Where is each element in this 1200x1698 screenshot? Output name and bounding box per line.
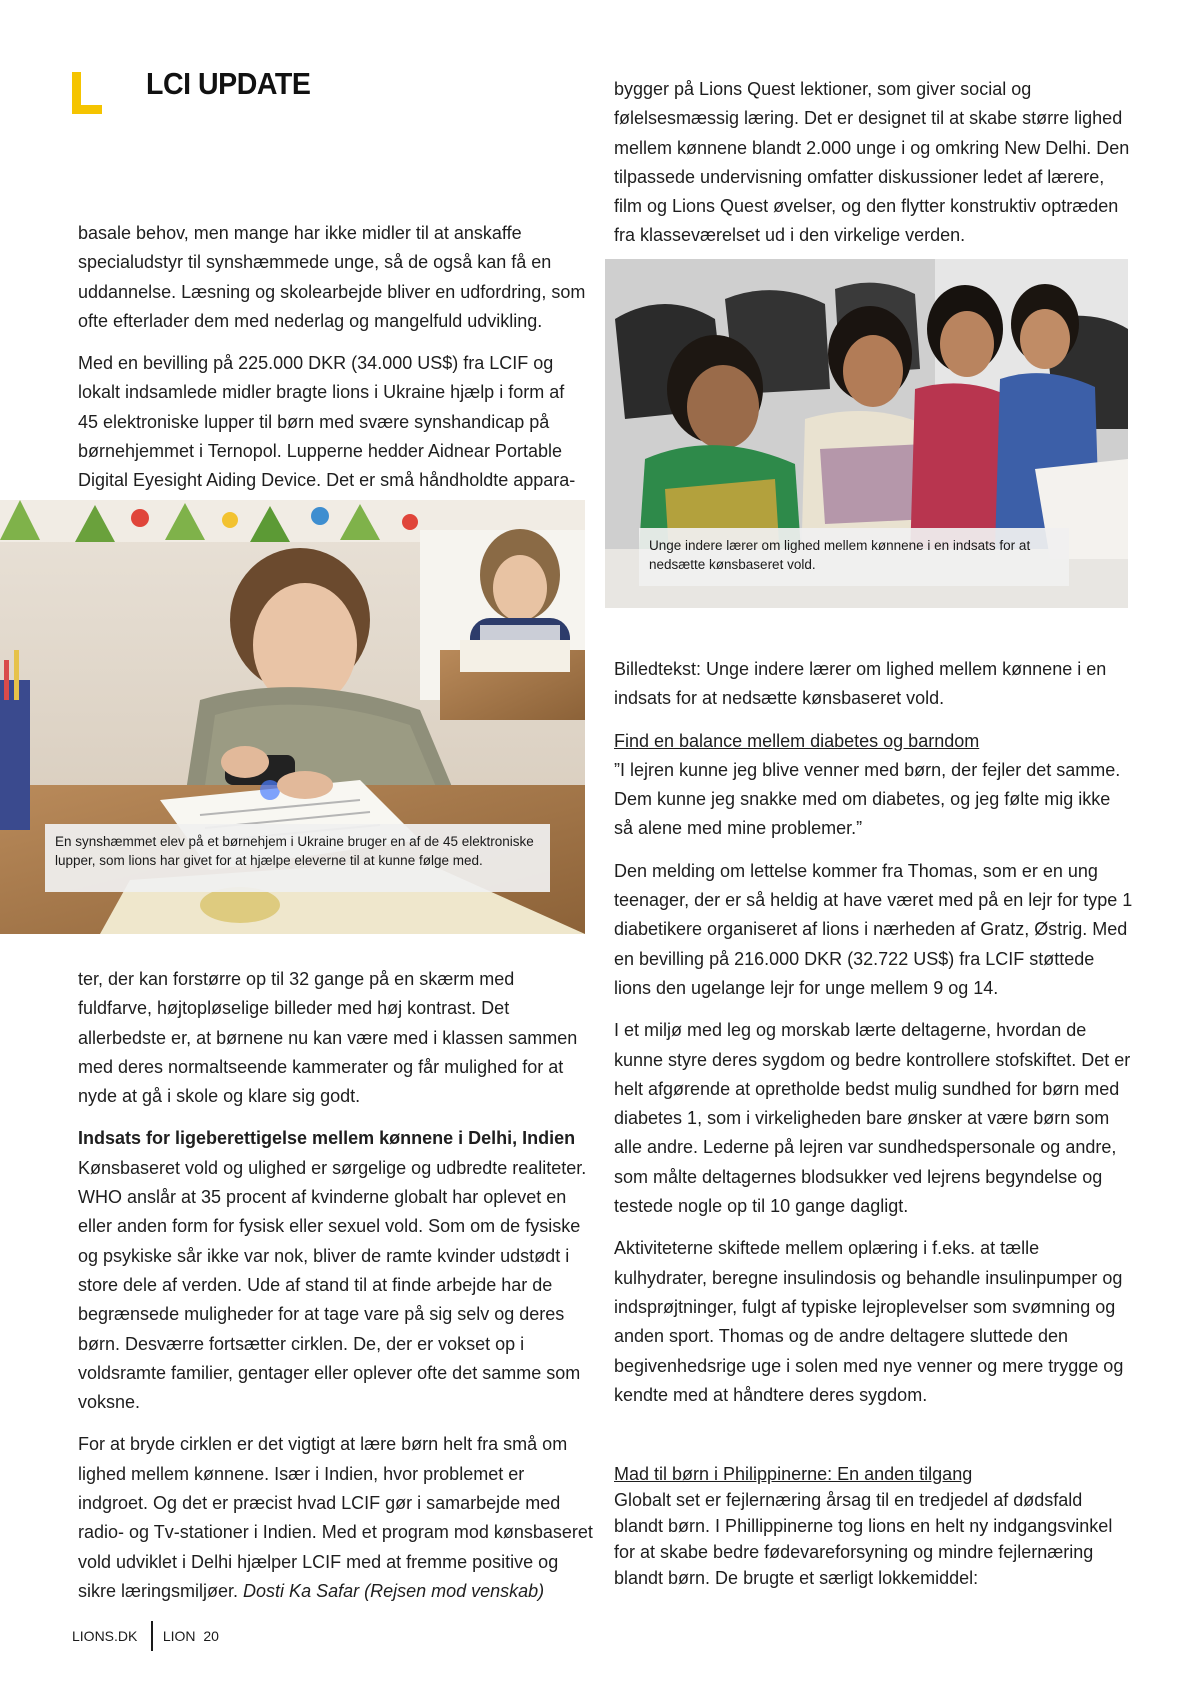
diabetes-section — [614, 727, 1134, 844]
paragraph-billedtekst: Billedtekst: Unge indere lærer om lighed mellem kønnene i en indsats for at nedsætte kønsbaseret vold. — [614, 659, 1107, 709]
footer-magazine: LION — [162, 1628, 196, 1644]
paragraph-thomas: Den melding om lettelse kommer fra Thomas, som er en ung teenager, der er så heldig at have været med på en lejr for type 1 diabetikere organiseret af lions i nærheden af Gratz, Østrig. Med en bevilling på 216.000 DKR (32.722 US$) fra LCIF støttede lions den ugelange lejr for unge mellem 9 og 14. — [614, 860, 1133, 998]
paragraph-camp-environment: I et miljø med leg og morskab lærte deltagerne, hvordan de kunne styre deres sygdom og bedre kontrollere stofskiftet. Det er helt afgørende at opretholde bedst mulig sundhed for børn med diabetes 1, som i virkeligheden bare ønsker at være børn som alle andre. Lederne på lejren var sundhedspersonale og andre, som målte deltagernes blodsukker ved lejrens begyndelse og testede nogle op til 10 gange dagligt. — [614, 1020, 1131, 1217]
philippines-section — [614, 1461, 1134, 1591]
paragraph-break-the-circle — [78, 1430, 593, 1606]
caption-ukraine: En synshæmmet elev på et børnehjem i Ukraine bruger en af de 45 elektroniske lupper, som lions har givet for at hjælpe eleverne til at kunne følge med. — [45, 824, 550, 892]
right-column-bottom — [614, 655, 1134, 1423]
footer-page-number: 20 — [203, 1628, 219, 1644]
paragraph-lions-quest: bygger på Lions Quest lektioner, som giver social og følelsesmæssig læring. Det er designet til at skabe større lighed mellem kønnene blandt 2.000 unge i og omkring New Delhi. Den tilpassede undervisning omfatter diskussioner ledet af lærere, film og Lions Quest øvelser, og den flytter konstruktiv optræden fra klasseværelset ud i den virkelige verden. — [614, 79, 1130, 246]
heading-philippines: Mad til børn i Philippinerne: En anden tilgang — [614, 1464, 973, 1484]
section-title: LCI UPDATE — [146, 66, 311, 101]
left-column-top — [78, 219, 588, 496]
lion-logo-mark-icon — [72, 72, 102, 114]
paragraph-india: Kønsbaseret vold og ulighed er sørgelige og udbredte realiteter. WHO anslår at 35 procent af kvinderne globalt har oplevet en eller anden form for fysisk eller sexuel vold. Som om de fysiske og psykiske sår ikke var nok, bliver de ramte kvinder udstødt i store dele af verden. Ude af stand til at finde arbejde har de begrænsede muligheder for at tage vare på sig selv og deres børn. Desværre fortsætter cirklen. De, der er vokset op i voldsramte familier, gentager eller oplever ofte det samme som voksne. — [78, 1157, 587, 1413]
heading-india: Indsats for ligeberettigelse mellem kønnene i Delhi, Indien — [78, 1128, 576, 1149]
paragraph-basale-behov: basale behov, men mange har ikke midler til at anskaffe specialudstyr til synshæmmede unge, så de også kan få en uddannelse. Læsning og skolearbejde bliver en udfordring, som ofte efterlader dem med nederlag og mangelfuld udvikling. — [78, 223, 586, 331]
paragraph-magnifier-details: ter, der kan forstørre op til 32 gange på en skærm med fuldfarve, højtopløselige billeder med høj kontrast. Det allerbedste er, at børnene nu kan være med i klassen sammen med deres normaltseende kammerater og får mulighed for at nyde at gå i skole og klare sig godt. — [78, 969, 578, 1107]
paragraph-break-the-circle-text: For at bryde cirklen er det vigtigt at lære børn helt fra små om lighed mellem kønnene. Især i Indien, hvor problemet er indgroet. Og det er præcist hvad LCIF gør i samarbejde med radio- og Tv-stationer i Indien. Med et program mod kønsbaseret vold udviklet i Delhi hjælper LCIF med at fremme positive og sikre læringsmiljøer. — [78, 1434, 593, 1601]
paragraph-bevilling-ukraine: Med en bevilling på 225.000 DKR (34.000 US$) fra LCIF og lokalt indsamlede midler bragte lions i Ukraine hjælp i form af 45 elektroniske lupper til børn med svære synshandicap på børnehjemmet i Ternopol. Lupperne hedder Aidnear Portable Digital Eyesight Aiding Device. Det er små håndholdte appara- — [78, 353, 576, 491]
footer-divider — [151, 1621, 153, 1651]
quote-diabetes: ”I lejren kunne jeg blive venner med børn, der fejler det samme. Dem kunne jeg snakke med om diabetes, og jeg følte mig ikke så alene med mine problemer.” — [614, 759, 1121, 839]
footer-site: LIONS.DK — [72, 1628, 138, 1644]
program-title-italic: Dosti Ka Safar (Rejsen mod venskab) — [243, 1580, 545, 1601]
left-column-bottom — [78, 965, 593, 1619]
right-column-top — [614, 75, 1134, 251]
heading-diabetes: Find en balance mellem diabetes og barndom — [614, 730, 980, 751]
india-section — [78, 1124, 593, 1417]
paragraph-philippines: Globalt set er fejlernæring årsag til en tredjedel af dødsfald blandt børn. I Phillippinerne tog lions en helt ny indgangsvinkel for at skabe bedre fødevareforsyning og mindre fejlernæring blandt børn. De brugte et særligt lokkemiddel: — [614, 1490, 1113, 1588]
paragraph-activities: Aktiviteterne skiftede mellem oplæring i f.eks. at tælle kulhydrater, beregne insulindosis og behandle insulinpumper og indsprøjtninger, fulgt af typiske lejroplevelser som svømning og anden sport. Thomas og de andre deltagere sluttede den begivenhedsrige uge i solen med nye venner og mere trygge og kendte med at håndtere deres sygdom. — [614, 1238, 1124, 1405]
page-footer — [72, 1621, 219, 1651]
caption-india: Unge indere lærer om lighed mellem kønnene i en indsats for at nedsætte kønsbaseret vold. — [639, 528, 1069, 586]
